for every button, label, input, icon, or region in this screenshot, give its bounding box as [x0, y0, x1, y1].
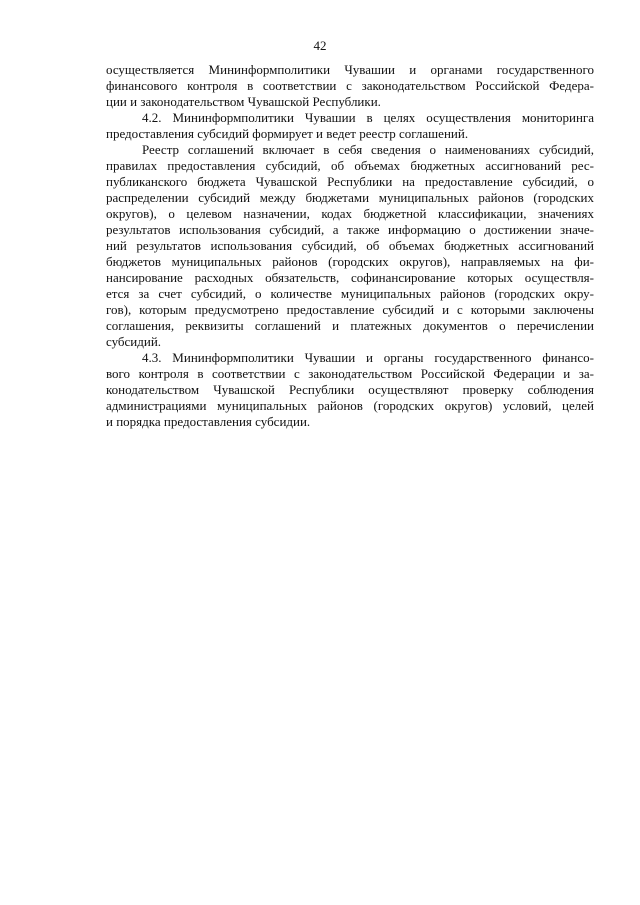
paragraph-first-line: 4.2. Мининформполитики Чувашии в целях осуществления мониторинга	[142, 110, 594, 125]
text-line: результатов использования субсидий, а также информацию о достижении значе-	[106, 222, 594, 237]
text-line: финансового контроля в соответствии с законодательством Российской Федера-	[106, 78, 594, 93]
text-line: вого контроля в соответствии с законодательством Российской Федерации и за-	[106, 366, 594, 381]
text-line: соглашения, реквизиты соглашений и платежных документов о перечислении	[106, 318, 594, 333]
text-line: правилах предоставления субсидий, об объемах бюджетных ассигнований рес-	[106, 158, 594, 173]
text-line: администрациями муниципальных районов (городских округов) условий, целей	[106, 398, 594, 413]
text-line: ний результатов использования субсидий, об объемах бюджетных ассигнований	[106, 238, 594, 253]
page-number: 42	[313, 38, 327, 53]
text-line: субсидий.	[106, 334, 162, 349]
text-line: ции и законодательством Чувашской Республики.	[106, 94, 381, 109]
text-line: публиканского бюджета Чувашской Республики на предоставление субсидий, о	[106, 174, 594, 189]
text-line: осуществляется Мининформполитики Чувашии и органами государственного	[106, 62, 594, 77]
text-line: предоставления субсидий формирует и ведет реестр соглашений.	[106, 126, 469, 141]
text-line: нансирование расходных обязательств, софинансирование которых осуществля-	[106, 270, 594, 285]
text-line: гов), которым предусмотрено предоставление субсидий и с которыми заключены	[106, 302, 594, 317]
text-line: распределении субсидий между бюджетами муниципальных районов (городских	[106, 190, 594, 205]
paragraph-first-line: Реестр соглашений включает в себя сведения о наименованиях субсидий,	[142, 142, 594, 157]
paragraph-first-line: 4.3. Мининформполитики Чувашии и органы государственного финансо-	[142, 350, 594, 365]
text-line: конодательством Чувашской Республики осуществляют проверку соблюдения	[106, 382, 594, 397]
text-line: бюджетов муниципальных районов (городских округов), направляемых на фи-	[106, 254, 594, 269]
text-line: ется за счет субсидий, о количестве муниципальных районов (городских окру-	[106, 286, 594, 301]
text-line: и порядка предоставления субсидии.	[106, 414, 311, 429]
text-line: округов), о целевом назначении, кодах бюджетной классификации, значениях	[106, 206, 594, 221]
